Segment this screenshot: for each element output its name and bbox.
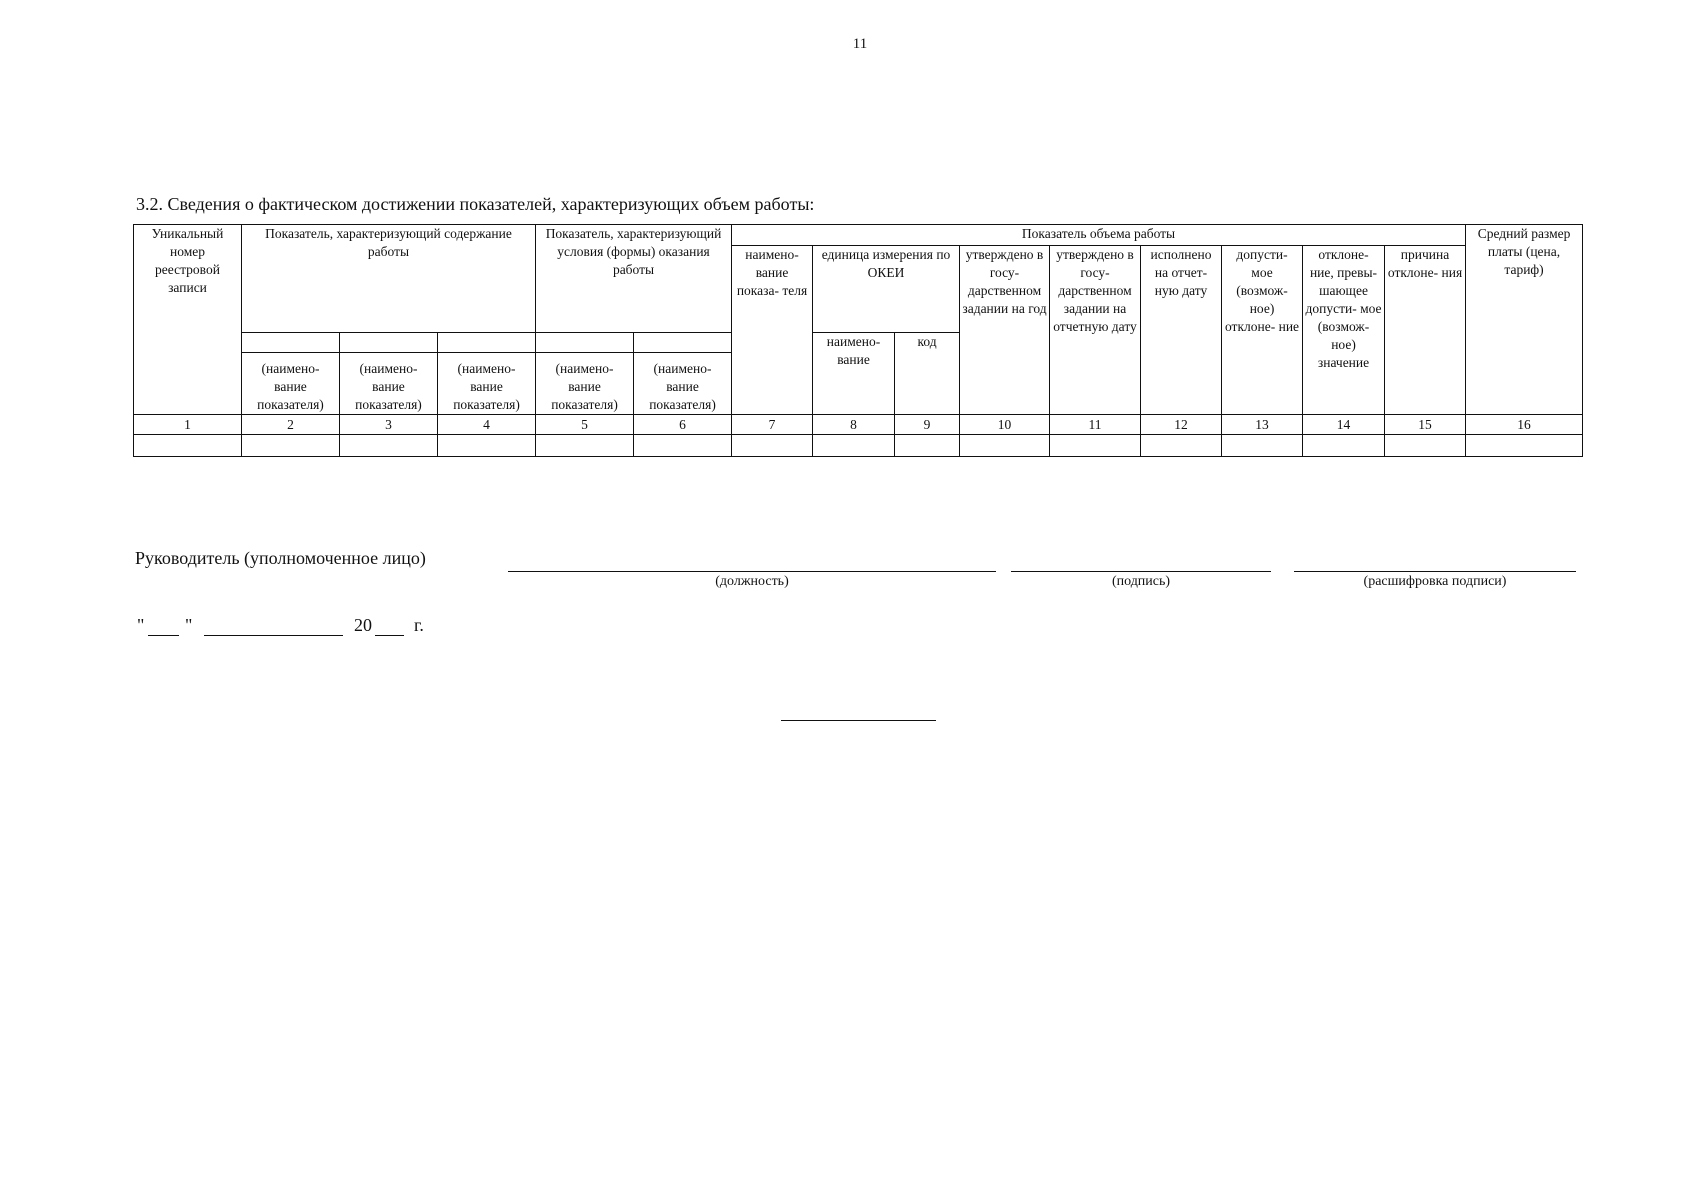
subheader-blank-cell xyxy=(242,333,340,353)
subheader-blank-cell xyxy=(438,333,536,353)
date-open-quote: " xyxy=(137,615,145,635)
header-content-indicator: Показатель, характеризующий содержание работы xyxy=(242,225,536,333)
column-number: 6 xyxy=(634,415,732,435)
position-caption: (должность) xyxy=(715,574,789,589)
position-line xyxy=(508,571,996,572)
table-cell xyxy=(134,435,242,457)
column-number: 11 xyxy=(1050,415,1141,435)
table-cell xyxy=(340,435,438,457)
signer-label: Руководитель (уполномоченное лицо) xyxy=(135,548,426,568)
table-cell xyxy=(1141,435,1222,457)
table-cell xyxy=(536,435,634,457)
table-cell xyxy=(1466,435,1583,457)
volume-indicators-table xyxy=(133,224,1583,457)
table-cell xyxy=(1050,435,1141,457)
column-number: 12 xyxy=(1141,415,1222,435)
header-volume-indicator: Показатель объема работы xyxy=(732,225,1466,246)
page-number: 11 xyxy=(852,36,868,52)
table-cell xyxy=(1385,435,1466,457)
signature-decoding-line xyxy=(1294,571,1576,572)
subheader-indicator-name-5: (наимено- вание показателя) xyxy=(536,353,634,415)
signature-line xyxy=(1011,571,1271,572)
column-number: 9 xyxy=(895,415,960,435)
column-number: 3 xyxy=(340,415,438,435)
header-unique-number: Уникальный номер реестровой записи xyxy=(134,225,242,415)
subheader-blank-cell xyxy=(536,333,634,353)
subheader-blank-cell xyxy=(634,333,732,353)
section-title: 3.2. Сведения о фактическом достижении показателей, характеризующих объем работы: xyxy=(136,194,815,214)
header-executed: исполнено на отчет- ную дату xyxy=(1141,246,1222,415)
column-number: 2 xyxy=(242,415,340,435)
column-number: 10 xyxy=(960,415,1050,435)
column-number: 13 xyxy=(1222,415,1303,435)
year-blank xyxy=(375,635,404,636)
subheader-indicator-name-2: (наимено- вание показателя) xyxy=(242,353,340,415)
header-exceeding-deviation: отклоне- ние, превы- шающее допусти- мое (возмож- ное) значение xyxy=(1303,246,1385,415)
footer-rule xyxy=(781,720,936,721)
header-deviation-reason: причина отклоне- ния xyxy=(1385,246,1466,415)
subheader-blank-cell xyxy=(340,333,438,353)
header-conditions-indicator: Показатель, характеризующий условия (формы) оказания работы xyxy=(536,225,732,333)
table-cell xyxy=(1303,435,1385,457)
table-cell xyxy=(732,435,813,457)
column-number: 15 xyxy=(1385,415,1466,435)
header-allowed-deviation: допусти- мое (возмож- ное) отклоне- ние xyxy=(1222,246,1303,415)
month-blank xyxy=(204,635,343,636)
subheader-indicator-name-3: (наимено- вание показателя) xyxy=(340,353,438,415)
subheader-indicator-name-6: (наимено- вание показателя) xyxy=(634,353,732,415)
column-number-row xyxy=(134,415,1583,435)
column-number: 4 xyxy=(438,415,536,435)
header-indicator-name: наимено- вание показа- теля xyxy=(732,246,813,415)
header-approved-report-date: утверждено в госу- дарственном задании на отчетную дату xyxy=(1050,246,1141,415)
column-number: 1 xyxy=(134,415,242,435)
signature-decoding-caption: (расшифровка подписи) xyxy=(1363,574,1507,589)
date-close-quote: " xyxy=(185,615,193,635)
empty-data-row xyxy=(134,435,1583,457)
subheader-indicator-name-4: (наимено- вание показателя) xyxy=(438,353,536,415)
header-unit-okei: единица измерения по ОКЕИ xyxy=(813,246,960,333)
table-cell xyxy=(813,435,895,457)
table-cell xyxy=(634,435,732,457)
column-number: 14 xyxy=(1303,415,1385,435)
date-line xyxy=(135,615,455,639)
year-prefix: 20 xyxy=(354,615,372,635)
table-cell xyxy=(895,435,960,457)
header-average-fee: Средний размер платы (цена, тариф) xyxy=(1466,225,1583,415)
signature-caption: (подпись) xyxy=(1111,574,1171,589)
table-cell xyxy=(1222,435,1303,457)
header-approved-year: утверждено в госу- дарственном задании на год xyxy=(960,246,1050,415)
column-number: 5 xyxy=(536,415,634,435)
table-cell xyxy=(438,435,536,457)
day-blank xyxy=(148,635,179,636)
table-cell xyxy=(960,435,1050,457)
column-number: 7 xyxy=(732,415,813,435)
year-suffix: г. xyxy=(414,615,424,635)
column-number: 8 xyxy=(813,415,895,435)
table-cell xyxy=(242,435,340,457)
header-unit-name: наимено- вание xyxy=(813,333,895,415)
header-unit-code: код xyxy=(895,333,960,415)
column-number: 16 xyxy=(1466,415,1583,435)
